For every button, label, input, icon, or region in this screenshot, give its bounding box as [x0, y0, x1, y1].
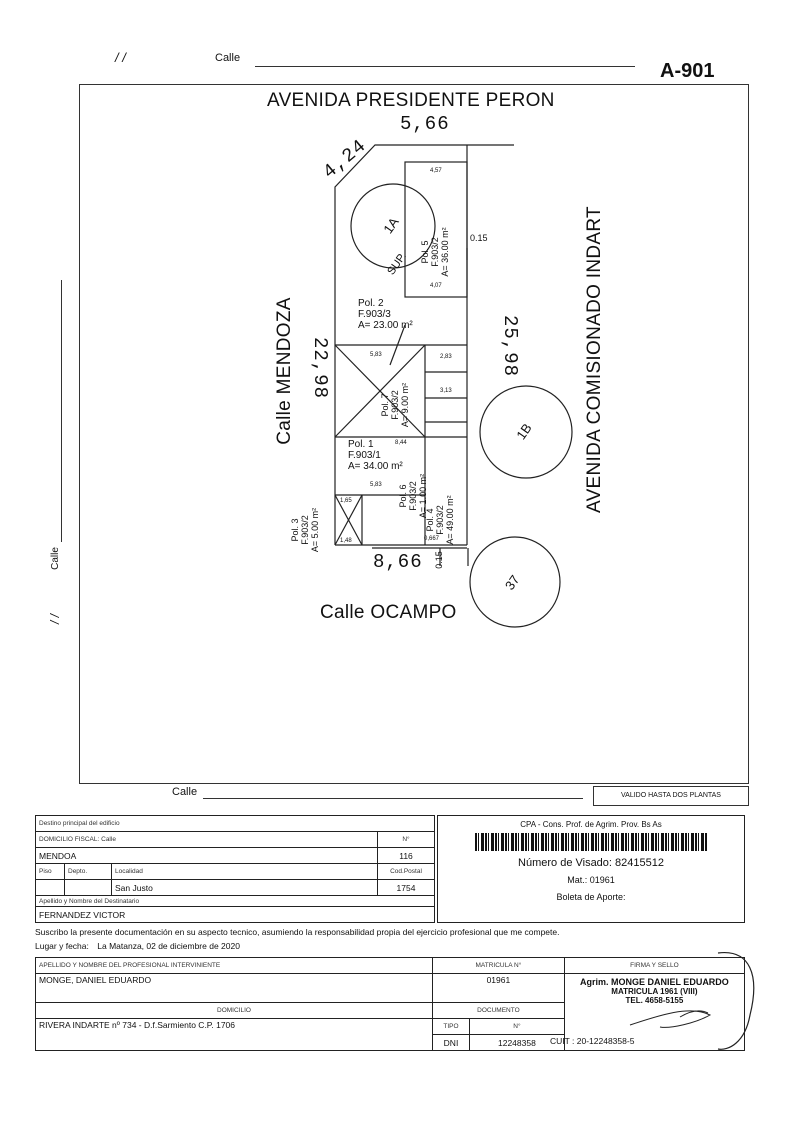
small-dim: 2,83 [440, 354, 452, 360]
pol6-name: Pol. 6 [398, 484, 408, 508]
street-value: MENDOA [36, 848, 378, 864]
small-dim: 1,48 [340, 538, 352, 544]
top-street-label: AVENIDA PRESIDENTE PERON [267, 90, 555, 111]
pol2-area: A= 23.00 m² [358, 320, 413, 331]
pol7-label [380, 370, 410, 440]
bottom-calle-line [203, 798, 583, 799]
number-value: 116 [378, 848, 435, 864]
matricula-value: 01961 [433, 974, 565, 1003]
lugar-value: La Matanza, 02 de diciembre de 2020 [97, 941, 240, 951]
pol2-parcel: F.903/3 [358, 309, 391, 320]
left-dimension: 22,98 [309, 336, 331, 399]
pol3-label [290, 495, 320, 565]
domicilio2-value: RIVERA INDARTE nº 734 - D.f.Sarmiento C.P. 1706 [36, 1019, 433, 1051]
doc-value: 12248358 [470, 1035, 565, 1051]
pol6-parcel: F.903/2 [408, 481, 418, 511]
destinatario-label: Apellido y Nombre del Destinatario [36, 896, 435, 907]
small-dim: 3,13 [440, 388, 452, 394]
corner-dimension: 4,24 [318, 134, 371, 184]
cpa-box [437, 815, 745, 923]
left-calle-label: Calle [49, 547, 61, 570]
lugar-fecha [35, 941, 240, 951]
tipo-value: DNI [433, 1035, 470, 1051]
pol2-name: Pol. 2 [358, 298, 384, 309]
cuit: CUIT : 20-12248358-5 [550, 1036, 635, 1046]
small-dim: 4,57 [430, 168, 442, 174]
prof-label: APELLIDO Y NOMBRE DEL PROFESIONAL INTERVINIENTE [36, 958, 433, 974]
doc-n-label: N° [470, 1019, 565, 1035]
right-dimension: 25,98 [499, 314, 521, 377]
cp-value: 1754 [378, 880, 435, 896]
piso-label: Piso [36, 864, 65, 880]
pol5-name: Pol. 5 [420, 240, 430, 264]
header-slashes: / / [115, 50, 126, 65]
header-calle-label: Calle [215, 52, 241, 64]
destino-label: Destino principal del edificio [36, 816, 435, 832]
pol3-area: A= 5.00 m² [310, 507, 320, 553]
declaration-text: Suscribo la presente documentación en su aspecto tecnico, asumiendo la responsabilidad propia del ejercicio profesional que me compete. [35, 927, 560, 937]
prof-value: MONGE, DANIEL EDUARDO [36, 974, 433, 1003]
destinatario-value: FERNANDEZ VICTOR [36, 907, 435, 923]
top-dimension: 5,66 [400, 113, 450, 135]
pol7-area: A= 9.00 m² [400, 382, 410, 428]
right-street-label: AVENIDA COMISIONADO INDART [584, 206, 605, 513]
plan-code: A-901 [660, 60, 715, 82]
visado-number: Número de Visado: 82415512 [518, 857, 664, 869]
pol4-area: A= 49.00 m² [445, 495, 455, 545]
signature [600, 945, 760, 1055]
offset-top-label: 0.15 [470, 233, 488, 243]
domicilio-label: DOMICILIO FISCAL: Calle [36, 832, 378, 848]
matricula-label: MATRICULA N° [433, 958, 565, 974]
circle-37-label: 37 [501, 572, 523, 593]
localidad-label: Localidad [112, 864, 378, 880]
stamp-name: Agrim. MONGE DANIEL EDUARDO [579, 977, 729, 987]
left-street-label: Calle MENDOZA [274, 297, 295, 445]
boleta-label: Boleta de Aporte: [556, 892, 626, 902]
sup-label: SUP. [385, 250, 410, 278]
pol3-name: Pol. 3 [290, 518, 300, 542]
stamp-tel: TEL. 4658-5155 [625, 996, 684, 1005]
depto-label: Depto. [65, 864, 112, 880]
pol4-label [425, 480, 455, 560]
pol7-name: Pol. 7 [380, 393, 390, 417]
small-dim: 4,07 [430, 283, 442, 289]
domicilio2-label: DOMICILIO [36, 1003, 433, 1019]
pol4-name: Pol. 4 [425, 508, 435, 532]
mat-number: Mat.: 01961 [567, 875, 615, 885]
circle-1b-label: 1B [513, 420, 535, 443]
domicilio-table [35, 815, 435, 923]
valid-note: VALIDO HASTA DOS PLANTAS [593, 786, 749, 806]
pol6-label [398, 461, 428, 531]
bottom-calle-label: Calle [172, 786, 198, 798]
pol7-parcel: F.903/2 [390, 390, 400, 420]
left-calle-line [61, 280, 62, 542]
small-dim: 8,44 [395, 440, 407, 446]
firma-label: FIRMA Y SELLO [564, 958, 744, 974]
small-dim: 1,65 [340, 498, 352, 504]
n-label: N° [378, 832, 435, 848]
bottom-street-label: Calle OCAMPO [320, 602, 457, 623]
small-dim: 5,83 [370, 482, 382, 488]
stamp-mat: MATRICULA 1961 (VIII) [611, 987, 698, 996]
cp-label: Cod.Postal [378, 864, 435, 880]
offset-bottom-label: 0.15 [433, 551, 444, 569]
pol3-parcel: F.903/2 [300, 515, 310, 545]
pol5-parcel: F.903/2 [430, 237, 440, 267]
pol4-parcel: F.903/2 [435, 505, 445, 535]
documento-label: DOCUMENTO [433, 1003, 565, 1019]
bottom-dimension: 8,66 [373, 551, 423, 573]
cpa-title: CPA - Cons. Prof. de Agrim. Prov. Bs As [520, 820, 662, 829]
pol1-area: A= 34.00 m² [348, 461, 403, 472]
small-dim: 0,667 [424, 536, 440, 542]
small-dim: 5,83 [370, 352, 382, 358]
left-slashes: / / [48, 613, 63, 625]
pol1-parcel: F.903/1 [348, 450, 381, 461]
pol6-area: A= 1.00 m² [418, 473, 428, 519]
circle-1a-label: 1A [380, 214, 402, 237]
pol1-name: Pol. 1 [348, 439, 374, 450]
barcode [475, 833, 707, 851]
lugar-label: Lugar y fecha: [35, 941, 89, 951]
pol2-label [358, 298, 413, 331]
pol5-area: A= 36.00 m² [440, 227, 450, 277]
localidad-value: San Justo [112, 880, 378, 896]
tipo-label: TIPO [433, 1019, 470, 1035]
